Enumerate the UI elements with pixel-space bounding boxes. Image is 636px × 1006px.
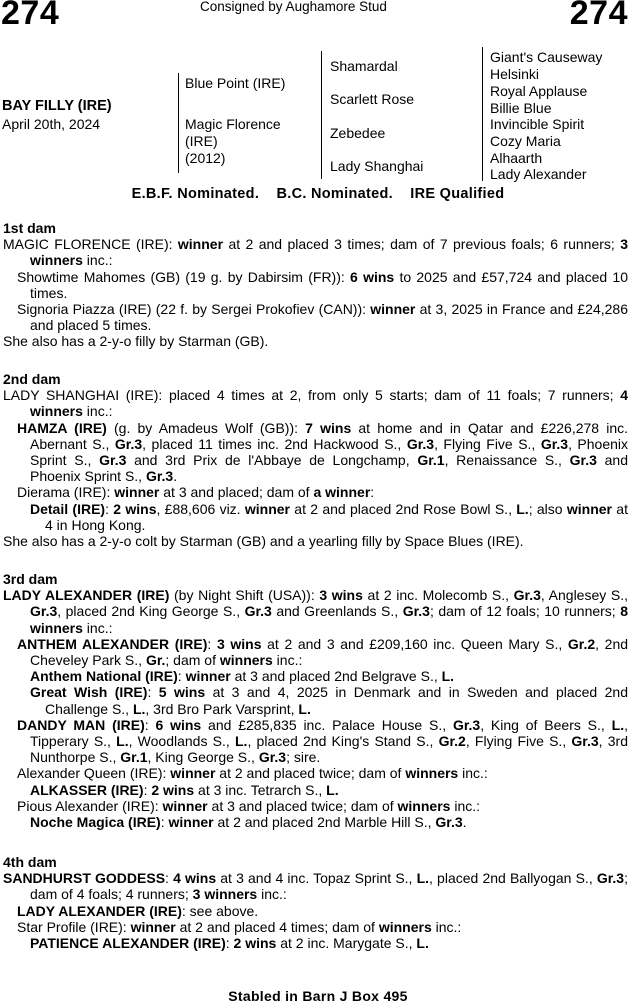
fourth-dam-paragraph: SANDHURST GODDESS: 4 wins at 3 and 4 inc. Topaz Sprint S., L., placed 2nd Ballyogan S., Gr.3; dam of 4 foals; 4 runners; 3 winners inc.:	[3, 870, 628, 903]
stabling-footer: Stabled in Barn J Box 495	[228, 988, 408, 1004]
also-has-note: She also has a 2-y-o filly by Starman (GB).	[3, 333, 269, 350]
pedigree-gen3-6: Cozy Maria	[490, 133, 561, 149]
fourth-dam-heading: 4th dam	[3, 854, 57, 870]
produce-entry: Star Profile (IRE): winner at 2 and placed 4 times; dam of winners inc.:	[17, 918, 462, 935]
second-dam-heading: 2nd dam	[3, 371, 61, 387]
pedigree-gen3-1: Giant's Causeway	[490, 49, 603, 65]
produce-entry: Signoria Piazza (IRE) (22 f. by Sergei Prokofiev (CAN)): winner at 3, 2025 in France and £24,286 and placed 5 times.	[17, 301, 628, 334]
third-dam-section	[3, 571, 628, 830]
pedigree-gen2-4: Lady Shanghai	[330, 158, 424, 174]
grandproduce-entry: Great Wish (IRE): 5 wins at 3 and 4, 2025 in Denmark and in Sweden and placed 2nd Challenge S., L., 3rd Bro Park Varsprint, L.	[30, 684, 628, 717]
grandproduce-entry: Noche Magica (IRE): winner at 2 and placed 2nd Marble Hill S., Gr.3.	[30, 814, 467, 831]
second-dam-section	[3, 371, 628, 549]
lot-number-left: 274	[1, 0, 60, 32]
pedigree-gen3-4: Billie Blue	[490, 100, 552, 116]
horse-name: BAY FILLY (IRE)	[2, 98, 112, 114]
grandproduce-entry: Detail (IRE): 2 wins, £88,606 viz. winner at 2 and placed 2nd Rose Bowl S., L.; also winner at 4 in Hong Kong.	[30, 500, 628, 533]
produce-entry: Pious Alexander (IRE): winner at 3 and placed twice; dam of winners inc.:	[17, 797, 481, 814]
lot-number-right: 274	[569, 0, 628, 32]
pedigree-gen2-1: Shamardal	[330, 58, 398, 74]
pedigree-divider-2	[321, 51, 322, 179]
produce-entry: ANTHEM ALEXANDER (IRE): 3 wins at 2 and 3 and £209,160 inc. Queen Mary S., Gr.2, 2nd Cheveley Park S., Gr.; dam of winners inc.:	[17, 635, 629, 669]
pedigree-gen2-2: Scarlett Rose	[330, 91, 415, 107]
pedigree-gen2-3: Zebedee	[330, 125, 386, 141]
pedigree-dam-line2: (IRE)	[185, 133, 218, 149]
pedigree-divider-3	[482, 47, 483, 181]
pedigree-gen3-2: Helsinki	[490, 66, 540, 82]
grandproduce-entry: ALKASSER (IRE): 2 wins at 3 inc. Tetrarch S., L.	[30, 781, 339, 798]
also-has-note: She also has a 2-y-o colt by Starman (GB) and a yearling filly by Space Blues (IRE).	[3, 533, 524, 550]
produce-entry: DANDY MAN (IRE): 6 wins and £285,835 inc. Palace House S., Gr.3, King of Beers S., L., Tipperary S., L., Woodlands S., L., placed 2nd King's Stand S., Gr.2, Flying Five S., Gr.3, 3rd Nunthorpe S., Gr.1, King George S., Gr.3; sire.	[17, 716, 628, 766]
fourth-dam-section	[3, 854, 628, 951]
consignor: Consigned by Aughamore Stud	[200, 0, 387, 14]
produce-entry: HAMZA (IRE) (g. by Amadeus Wolf (GB)): 7 wins at home and in Qatar and £226,278 inc. Abernant S., Gr.3, placed 11 times inc. 2nd Hackwood S., Gr.3, Flying Five S., Gr.3, Phoenix Sprint S., Gr.3 and 3rd Prix de l'Abbaye de Longchamp, Gr.1, Renaissance S., Gr.3 and Phoenix Sprint S., Gr.3.	[17, 419, 629, 485]
pedigree-gen3-5: Invincible Spirit	[490, 116, 585, 132]
pedigree-gen3-3: Royal Applause	[490, 83, 588, 99]
grandproduce-entry: PATIENCE ALEXANDER (IRE): 2 wins at 2 inc. Marygate S., L.	[30, 935, 429, 952]
pedigree-divider-1	[178, 73, 179, 173]
first-dam-paragraph: MAGIC FLORENCE (IRE): winner at 2 and placed 3 times; dam of 7 previous foals; 6 runners; 3 winners inc.:	[3, 236, 628, 269]
foaling-date: April 20th, 2024	[2, 116, 101, 132]
pedigree-gen3-7: Alhaarth	[490, 150, 543, 166]
pedigree-gen3-8: Lady Alexander	[490, 166, 587, 182]
third-dam-heading: 3rd dam	[3, 571, 58, 587]
pedigree-dam-line3: (2012)	[185, 150, 226, 166]
pedigree-sire: Blue Point (IRE)	[185, 75, 286, 91]
nominations: E.B.F. Nominated. B.C. Nominated. IRE Qualified	[131, 186, 505, 202]
first-dam-heading: 1st dam	[3, 220, 56, 236]
third-dam-paragraph: LADY ALEXANDER (IRE) (by Night Shift (USA)): 3 wins at 2 inc. Molecomb S., Gr.3, Anglesey S., Gr.3, placed 2nd King George S., Gr.3 and Greenlands S., Gr.3; dam of 12 foals; 10 runners; 8 winners inc.:	[3, 587, 628, 636]
produce-entry: Dierama (IRE): winner at 3 and placed; dam of a winner:	[17, 484, 375, 501]
produce-entry: LADY ALEXANDER (IRE): see above.	[17, 902, 259, 919]
pedigree-dam-line1: Magic Florence	[185, 116, 281, 132]
produce-entry: Alexander Queen (IRE): winner at 2 and placed twice; dam of winners inc.:	[17, 765, 488, 782]
grandproduce-entry: Anthem National (IRE): winner at 3 and placed 2nd Belgrave S., L.	[30, 668, 455, 685]
first-dam-section	[3, 220, 628, 350]
produce-entry: Showtime Mahomes (GB) (19 g. by Dabirsim (FR)): 6 wins to 2025 and £57,724 and placed 10 times.	[17, 268, 628, 301]
second-dam-paragraph: LADY SHANGHAI (IRE): placed 4 times at 2, from only 5 starts; dam of 11 foals; 7 runners; 4 winners inc.:	[3, 387, 628, 420]
